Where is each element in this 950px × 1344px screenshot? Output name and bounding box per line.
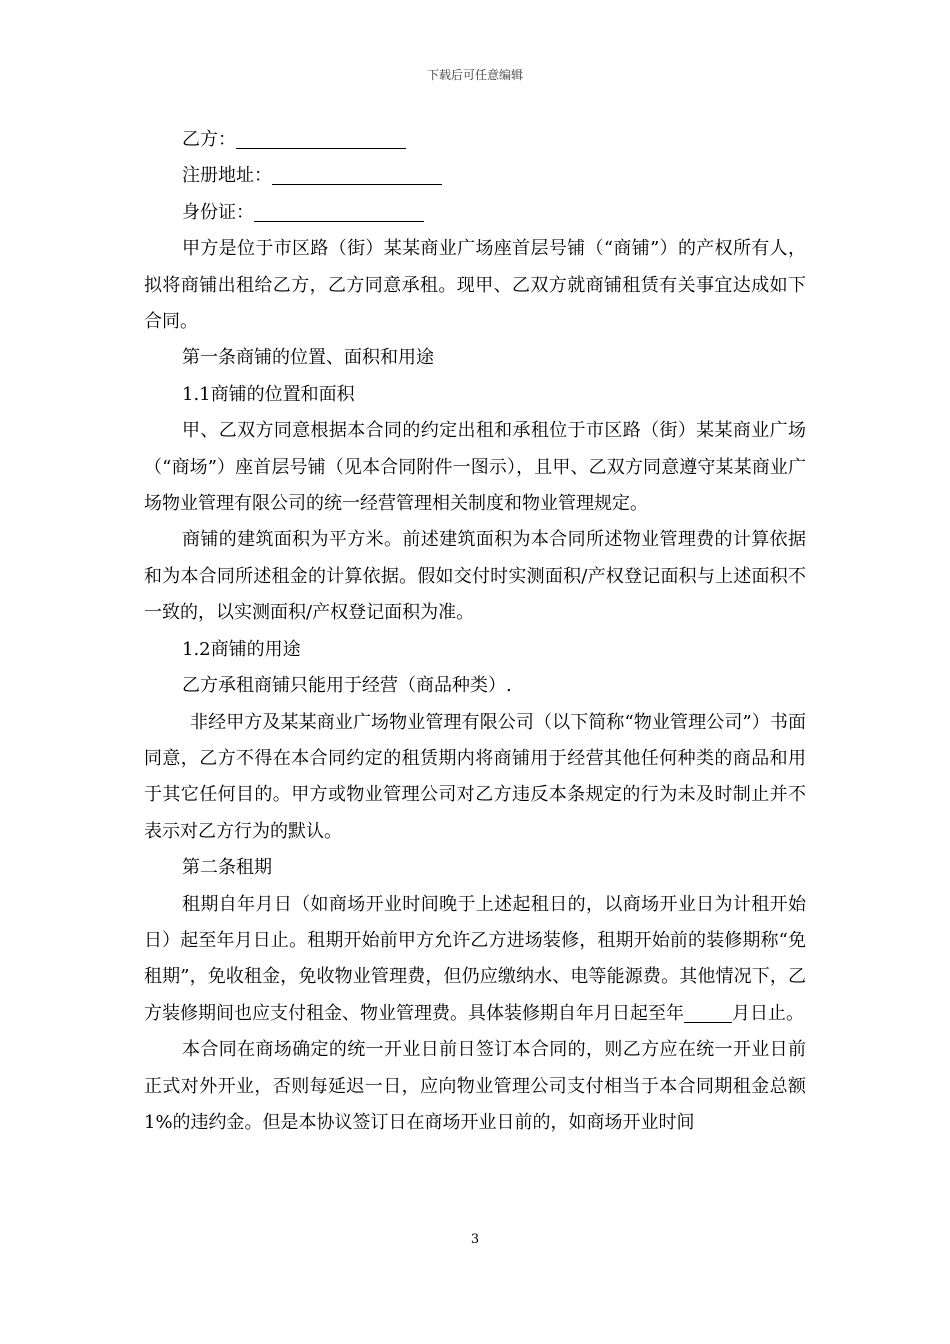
article-1-title: 第一条商铺的位置、面积和用途 — [182, 347, 434, 369]
address-blank — [272, 164, 442, 185]
section-1-1-paragraph-2: 商铺的建筑面积为平方米。前述建筑面积为本合同所述物业管理费的计算依据和为本合同所述租金的计算依据。假如交付时实测面积/产权登记面积与上述面积不一致的，以实测面积/产权登记面积为准。 — [144, 529, 806, 624]
article-2-paragraph-2: 本合同在商场确定的统一开业日前日签订本合同的，则乙方应在统一开业日前正式对外开业，否则每延迟一日，应向物业管理公司支付相当于本合同期租金总额1%的违约金。但是本协议签订日在商场开业日前的，如商场开业时间 — [144, 1039, 806, 1133]
document-body — [144, 122, 806, 1141]
article-2-paragraph-1-text-b: 月日止。 — [732, 1002, 804, 1024]
section-1-1-paragraph-1: 甲、乙双方同意根据本合同的约定出租和承租位于市区路（街）某某商业广场（“商场”）座首层号铺（见本合同附件一图示），且甲、乙双方同意遵守某某商业广场物业管理有限公司的统一经营管理相关制度和物业管理规定。 — [144, 420, 806, 515]
intro-paragraph: 甲方是位于市区路（街）某某商业广场座首层号铺（“商铺”）的产权所有人，拟将商铺出租给乙方，乙方同意承租。现甲、乙双方就商铺租赁有关事宜达成如下合同。 — [144, 238, 806, 333]
id-blank — [254, 201, 424, 222]
section-1-2-title: 1.2商铺的用途 — [182, 638, 301, 660]
page-header: 下载后可任意编辑 — [426, 68, 523, 82]
article-2-title: 第二条租期 — [182, 857, 272, 879]
section-1-1-title: 1.1商铺的位置和面积 — [182, 383, 355, 405]
section-1-2-paragraph-2: 非经甲方及某某商业广场物业管理有限公司（以下简称“物业管理公司”）书面同意，乙方不得在本合同约定的租赁期内将商铺用于经营其他任何种类的商品和用于其它任何目的。甲方或物业管理公司对乙方违反本条规定的行为未及时制止并不表示对乙方行为的默认。 — [144, 711, 806, 842]
end-month-blank — [684, 1002, 732, 1023]
party-b-blank — [236, 128, 406, 149]
address-field — [144, 158, 806, 194]
address-label: 注册地址： — [182, 165, 272, 187]
party-b-label: 乙方： — [182, 129, 236, 150]
party-b-field — [144, 122, 806, 158]
id-label: 身份证： — [182, 201, 254, 223]
article-2-paragraph-1-text-a: 租期自年月日（如商场开业时间晚于上述起租日的，以商场开业日为计租开始日）起至年月日止。租期开始前甲方允许乙方进场装修，租期开始前的装修期称“免租期”，免收租金，免收物业管理费，但仍应缴纳水、电等能源费。其他情况下，乙方装修期间也应支付租金、物业管理费。具体装修期自年月日起至年 — [144, 893, 806, 1024]
id-field — [144, 195, 806, 231]
section-1-2-paragraph-1: 乙方承租商铺只能用于经营（商品种类）. — [182, 675, 512, 697]
article-2-paragraph-1 — [144, 887, 806, 1033]
page-number: 3 — [470, 1232, 480, 1247]
